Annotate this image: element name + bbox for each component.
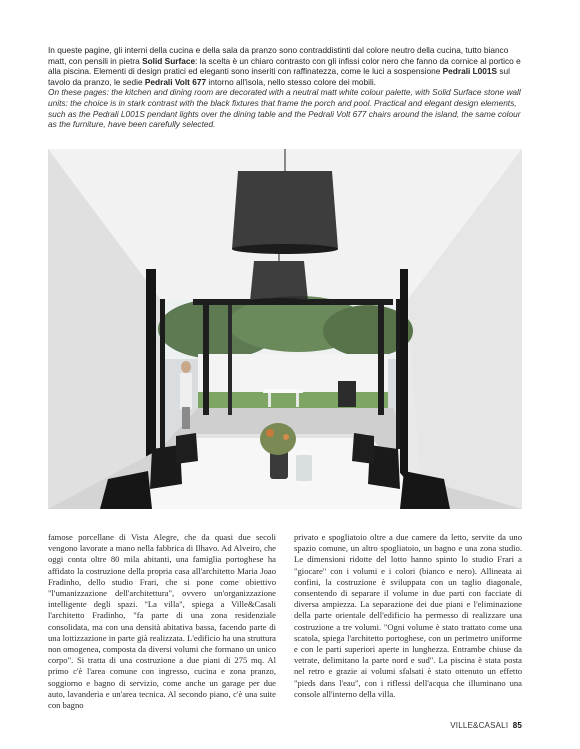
caption-english: On these pages: the kitchen and dining room are decorated with a neutral matt white colour palette, with Solid Surface stone wall units: the choice is in stark contrast with the black fixtures that frame the porch and pool. Practical and elegant design elements, such as the Pedrali L001S pendant lights over the dining table and the Pedrali Volt 677 chairs around the island, the same colour as the furniture, have been carefully selected. <box>48 87 521 130</box>
body-column-left <box>48 532 276 711</box>
brand-pedrali-l001s: Pedrali L001S <box>442 66 498 77</box>
page-number: 85 <box>512 721 522 730</box>
brand-pedrali-volt: Pedrali Volt 677 <box>144 76 207 87</box>
body-column-right <box>294 532 522 700</box>
photo-caption <box>48 45 524 130</box>
magazine-name: VILLE&CASALI <box>450 721 509 730</box>
body-text-right: privato e spogliatoio oltre a due camere da letto, servite da uno spazio comune, un altro spogliatoio, un bagno e una zona studio. Le dimensioni ridotte del lotto hanno spinto lo studio Frari a "giocare" con i volumi e i colori (bianco e nero). Allineata ai confini, la costruzione è sviluppata con un taglio diagonale, consentendo di separare il volume in due parti con facciate di diversa ampiezza. La separazione dei due piani e l'eliminazione della parte orientale dell'edificio ha permesso di realizzare una costruzione a tre volumi. "Ogni volume è stato trattato come una scatola, spiega l'architetto portoghese, con un perimetro uniforme e con le parti superiori aperte in lunghezza. Entrambe chiuse da vetrate, delimitano la parte nord e sud". La piscina è stata posta nel retro e grazie ai volumi sfalsati è stato ottenuto un effetto "pieds dans l'eau", con i riflessi dell'acqua che illuminano una console all'interno della villa. <box>294 532 522 699</box>
caption-italian: In queste pagine, gli interni della cucina e della sala da pranzo sono contraddistinti dal colore neutro della cucina, tutto bianco matt, con pensili in pietra Solid Surface: la scelta è un chiaro contrasto con gli infissi color nero che fanno da cornice al portico e alla piscina. Elementi di design pratici ed eleganti sono inseriti con raffinatezza, come le luci a sospensione Pedrali L001S sul tavolo da pranzo, le sedie Pedrali Volt 677 intorno all'isola, nello stesso colore dei mobili. <box>48 45 521 87</box>
body-text-left: famose porcellane di Vista Alegre, che da quasi due secoli vengono lavorate a mano nella fabbrica di Ilhavo. Ad Alveiro, che oggi conta oltre 80 mila abitanti, una famiglia portoghese ha affidato la costruzione della propria casa all'architetto Maria Joao Fradinho, dello studio Frari, che si pone come obiettivo "l'umanizzazione dell'architettura", ovvero un'organizzazione intelligente degli spazi. "La villa", spiega a Ville&Casali l'architetto Fradinho, "fa parte di una zona residenziale consolidata, ma con una densità abitativa bassa, facendo parte di una lottizzazione in parte già realizzata. L'edificio ha una struttura non omogenea, composta da diversi volumi che formano un unico corpo". Si tratta di una costruzione a due piani di 275 mq. Al primo c'è l'area comune con ingresso, cucina e zona pranzo, soggiorno e bagno di servizio, come anche un garage per due auto, lavanderia e un'area tecnica. Al secondo piano, c'è una suite con bagno <box>48 532 276 711</box>
dining-room-photo <box>48 149 522 509</box>
brand-solid-surface: Solid Surface <box>142 55 196 66</box>
page-folio <box>450 721 522 730</box>
